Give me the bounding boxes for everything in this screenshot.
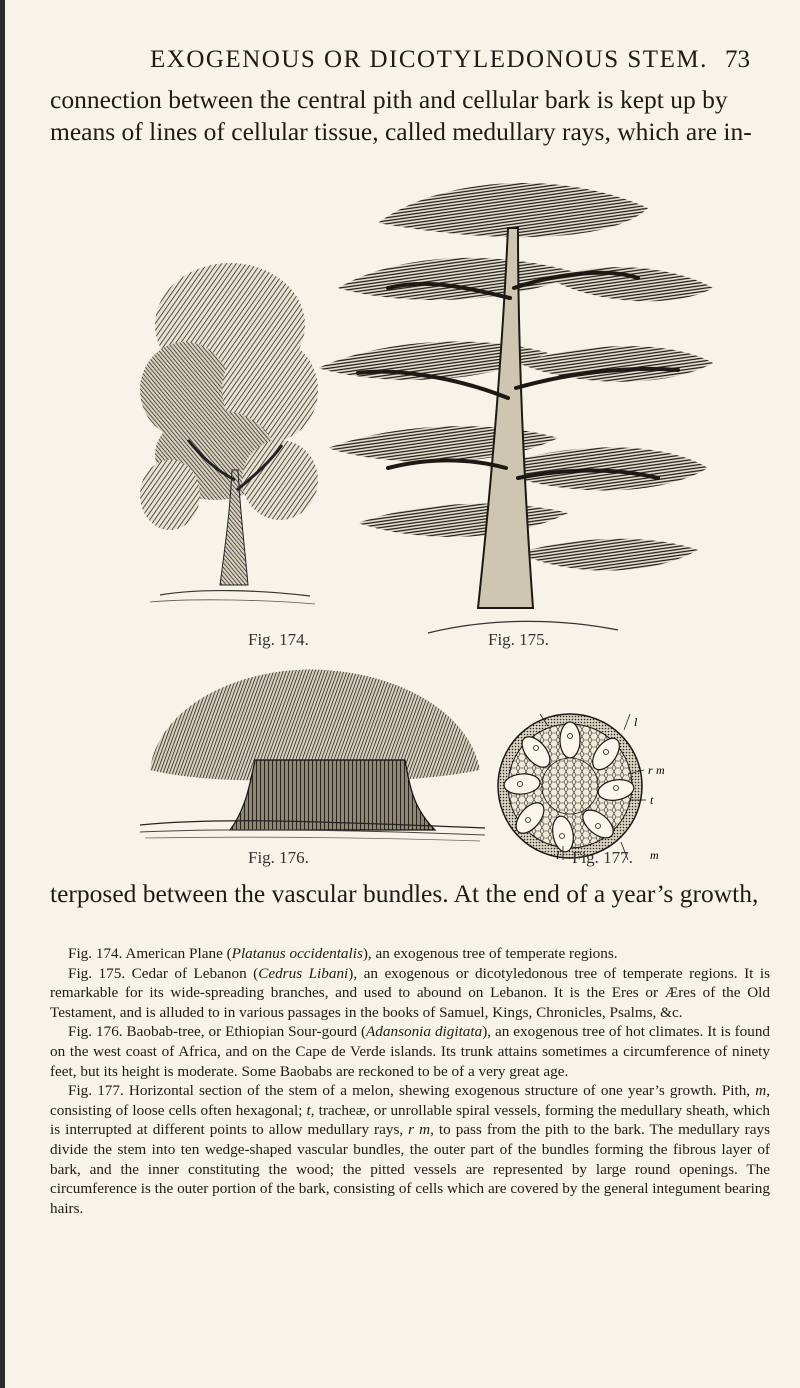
page-gutter-edge [0, 0, 5, 1388]
fig-177-label: Fig. 177. [572, 848, 633, 867]
running-head: EXOGENOUS OR DICOTYLEDONOUS STEM. [150, 46, 708, 73]
caption-fig-176 [50, 1022, 770, 1081]
baobab-tree-illustration [140, 660, 485, 845]
caption-177-letter-t: t [306, 1101, 311, 1119]
caption-177-part-2: , consisting of loose cells often hexagonal; [50, 1082, 770, 1119]
caption-174-lead: Fig. 174. American Plane ( [68, 945, 232, 962]
page-header [0, 46, 800, 78]
caption-174-tail: ), an exogenous tree of temperate regions. [362, 945, 618, 962]
caption-177-part-4: , to pass from the pith to the bark. The medullary rays divide the stem into ten wedge-shaped vascular bundles, the outer part of the bundles forming the fibrous layer of bark, and the inner constituting the wood; the pitted vessels are represented by large round openings. The circumference is the outer portion of the bark, consisting of cells which are covered by the general integument bearing hairs. [50, 1121, 770, 1217]
caption-fig-175 [50, 964, 770, 1023]
figure-174 [140, 240, 320, 620]
caption-177-part-1: Fig. 177. Horizontal section of the stem of a melon, shewing exogenous structure of one year’s growth. Pith, [68, 1082, 756, 1100]
fig-177-letter-l-top: l [634, 715, 638, 729]
caption-175-lead: Fig. 175. Cedar of Lebanon ( [68, 964, 259, 982]
caption-fig-174 [50, 944, 770, 964]
caption-176-tail: ), an exogenous tree of hot climates. It is found on the west coast of Africa, and on the Cape de Verde islands. Its trunk attains sometimes a circumference of ninety feet, but its height is moderate. Some Baobabs are reckoned to be of a very great age. [50, 1023, 771, 1080]
body-text-resume [50, 878, 770, 910]
figure-captions [50, 944, 770, 1218]
figure-177 [478, 712, 728, 862]
melon-stem-section-diagram [478, 712, 728, 862]
fig-177-letter-m-bottom: m [650, 848, 659, 862]
fig-174-label: Fig. 174. [248, 630, 309, 649]
cedar-tree-illustration [318, 138, 718, 638]
caption-177-part-3: , tracheæ, or unrollable spiral vessels, forming the medullary sheath, which is interrupted at different points to allow medullary rays, [50, 1101, 770, 1139]
caption-177-letters-rm: r m [408, 1121, 431, 1139]
figure-176 [140, 660, 485, 845]
fig-177-letter-l-bottom: l [556, 848, 560, 862]
body-line-3: terposed between the vascular bundles. At the end of a year’s growth, [50, 879, 759, 908]
caption-175-taxon: Cedrus Libani [258, 964, 349, 982]
caption-175-tail: ), an exogenous or dicotyledonous tree of temperate regions. It is remarkable for its wide-spreading branches, and used to abound on Lebanon. It is the Eres or Æres of the Old Testament, and is alluded to in various passages in the books of Samuel, Kings, Chronicles, Psalms, &c. [50, 964, 770, 1021]
body-line-2: means of lines of cellular tissue, called medullary rays, which are in- [50, 117, 752, 146]
body-line-1: connection between the central pith and cellular bark is kept up by [50, 85, 728, 114]
figure-175 [318, 138, 718, 638]
caption-176-lead: Fig. 176. Baobab-tree, or Ethiopian Sour-gourd ( [68, 1023, 367, 1041]
fig-177-letter-m-right: m [656, 763, 665, 777]
fig-177-letter-r: r [648, 763, 653, 777]
fig-177-letter-t: t [650, 793, 654, 807]
plane-tree-illustration [140, 240, 320, 620]
caption-174-taxon: Platanus occidentalis [231, 945, 363, 962]
caption-fig-177 [50, 1081, 770, 1218]
fig-175-label: Fig. 175. [488, 630, 549, 649]
caption-176-taxon: Adansonia digitata [366, 1023, 483, 1041]
page-number: 73 [725, 46, 750, 73]
caption-177-letter-m: m [755, 1082, 767, 1100]
fig-176-label: Fig. 176. [248, 848, 309, 867]
